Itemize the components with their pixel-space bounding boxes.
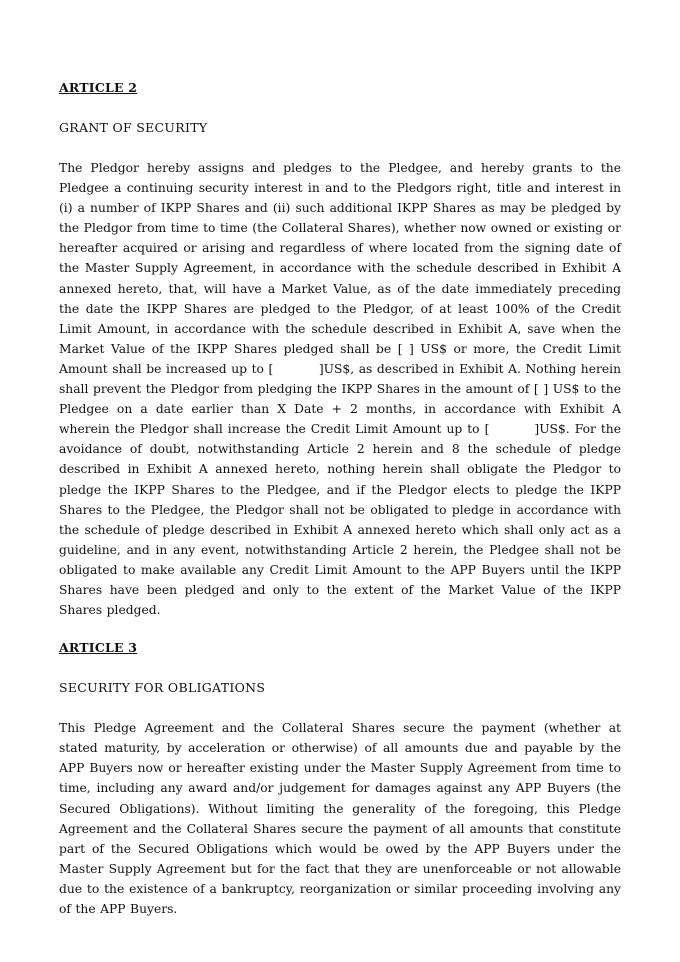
article-3-heading: ARTICLE 3: [59, 640, 138, 656]
article-2-section: [59, 78, 621, 620]
article-2-heading: ARTICLE 2: [59, 80, 138, 95]
article-2-title: GRANT OF SECURITY: [59, 120, 208, 135]
article-3-section: [59, 638, 621, 919]
article-3-title: SECURITY FOR OBLIGATIONS: [59, 680, 266, 696]
article-2-body: The Pledgor hereby assigns and pledges to the Pledgee, and hereby grants to the Pledgee a continuing security interest in and to the Pledgors right, title and interest in (i) a number of IKPP Shares and (ii) such additional IKPP Shares as may be pledged by the Pledgor from time to time (the Collateral Shares), whether now owned or existing or hereafter acquired or arising and regardless of where located from the signing date of the Master Supply Agreement, in accordance with the schedule described in Exhibit A annexed hereto, that, will have a Market Value, as of the date immediately preceding the date the IKPP Shares are pledged to the Pledgor, of at least 100% of the Credit Limit Amount, in accordance with the schedule described in Exhibit A, save when the Market Value of the IKPP Shares pledged shall be [ ] US$ or more, the Credit Limit Amount shall be increased up to [ ]US$, as described in Exhibit A. Nothing herein shall prevent the Pledgor from pledging the IKPP Shares in the amount of [ ] US$ to the Pledgee on a date earlier than X Date + 2 months, in accordance with Exhibit A wherein the Pledgor shall increase the Credit Limit Amount up to [ ]US$. For the avoidance of doubt, notwithstanding Article 2 herein and 8 the schedule of pledge described in Exhibit A annexed hereto, nothing herein shall obligate the Pledgor to pledge the IKPP Shares to the Pledgee, and if the Pledgor elects to pledge the IKPP Shares to the Pledgee, the Pledgor shall not be obligated to pledge in accordance with the schedule of pledge described in Exhibit A annexed hereto which shall only act as a guideline, and in any event, notwithstanding Article 2 herein, the Pledgee shall not be obligated to make available any Credit Limit Amount to the APP Buyers until the IKPP Shares have been pledged and only to the extent of the Market Value of the IKPP Shares pledged.: [59, 161, 621, 618]
article-3-body: This Pledge Agreement and the Collateral Shares secure the payment (whether at stated maturity, by acceleration or otherwise) of all amounts due and payable by the APP Buyers now or hereafter existing under the Master Supply Agreement from time to time, including any award and/or judgement for damages against any APP Buyers (the Secured Obligations). Without limiting the generality of the foregoing, this Pledge Agreement and the Collateral Shares secure the payment of all amounts that constitute part of the Secured Obligations which would be owed by the APP Buyers under the Master Supply Agreement but for the fact that they are unenforceable or not allowable due to the existence of a bankruptcy, reorganization or similar proceeding involving any of the APP Buyers.: [59, 721, 621, 916]
document-page: [59, 78, 621, 919]
